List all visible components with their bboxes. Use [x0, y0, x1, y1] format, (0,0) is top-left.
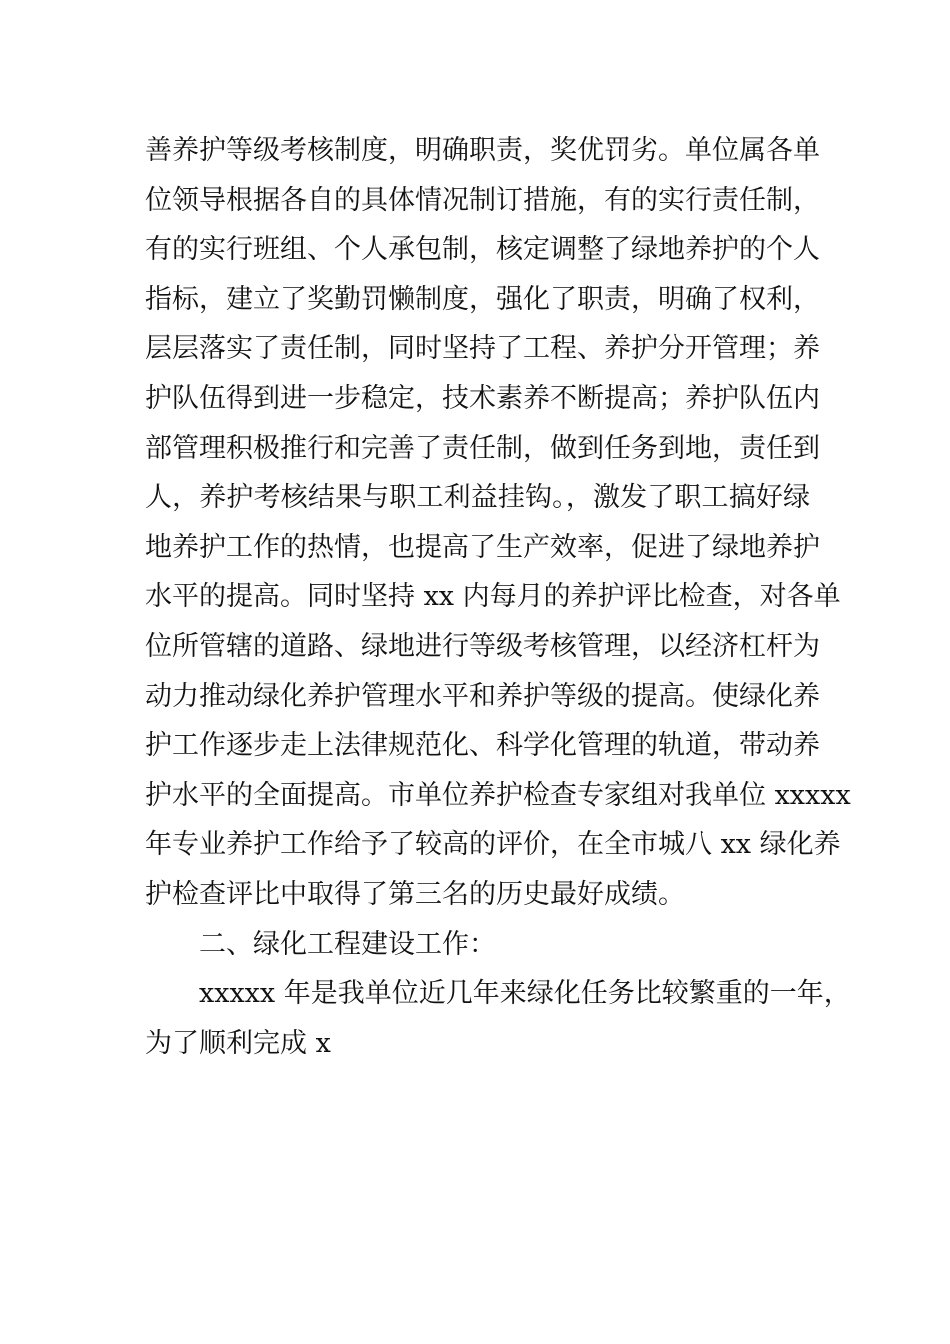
paragraph-line-2: 位领导根据各自的具体情况制订措施，有的实行责任制， [145, 184, 820, 216]
document-body [145, 126, 851, 1068]
paragraph-line-3: 有的实行班组、个人承包制，核定调整了绿地养护的个人 [145, 234, 820, 266]
paragraph-line-9: 地养护工作的热情，也提高了生产效率，促进了绿地养护 [145, 531, 820, 563]
paragraph-line-13: 护工作逐步走上法律规范化、科学化管理的轨道，带动养 [145, 730, 820, 762]
section-heading: 二、绿化工程建设工作： [199, 928, 496, 960]
paragraph-line-10: 水平的提高。同时坚持 xx 内每月的养护评比检查，对各单 [145, 581, 841, 613]
paragraph-line-7: 部管理积极推行和完善了责任制，做到任务到地，责任到 [145, 432, 820, 464]
paragraph-line-15: 年专业养护工作给予了较高的评价，在全市城八 xx 绿化养 [145, 829, 841, 861]
paragraph-line-1: 善养护等级考核制度，明确职责，奖优罚劣。单位属各单 [145, 135, 820, 166]
paragraph-line-12: 动力推动绿化养护管理水平和养护等级的提高。使绿化养 [145, 680, 820, 712]
paragraph-2-line-2: 为了顺利完成 x [145, 1027, 331, 1059]
paragraph-line-5: 层层落实了责任制，同时坚持了工程、养护分开管理；养 [145, 333, 820, 365]
paragraph-line-4: 指标，建立了奖勤罚懒制度，强化了职责，明确了权利， [145, 283, 820, 315]
paragraph-line-14: 护水平的全面提高。市单位养护检查专家组对我单位 xxxxx [145, 779, 851, 811]
paragraph-line-8: 人，养护考核结果与职工利益挂钩。，激发了职工搞好绿 [145, 482, 810, 514]
paragraph-line-16: 护检查评比中取得了第三名的历史最好成绩。 [145, 878, 685, 910]
paragraph-2-line-1: xxxxx 年是我单位近几年来绿化任务比较繁重的一年， [199, 978, 851, 1010]
paragraph-line-11: 位所管辖的道路、绿地进行等级考核管理，以经济杠杆为 [145, 630, 820, 662]
paragraph-line-6: 护队伍得到进一步稳定，技术素养不断提高；养护队伍内 [145, 382, 820, 414]
